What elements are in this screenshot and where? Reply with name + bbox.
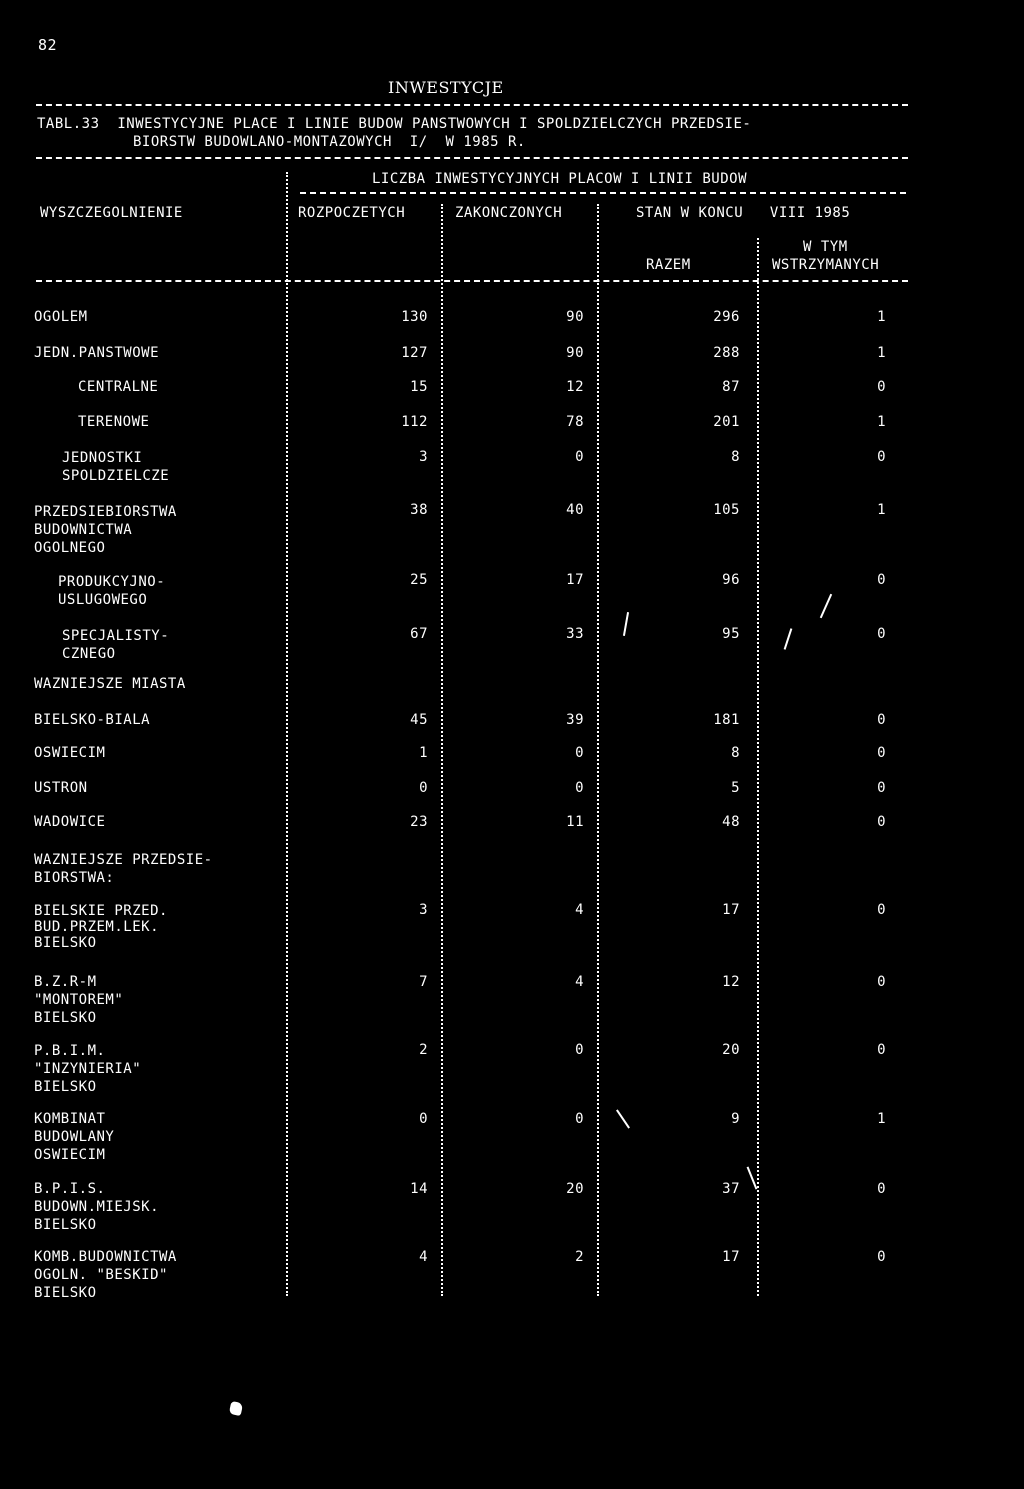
cell-finished: 2: [575, 1249, 584, 1265]
cell-total: 17: [722, 902, 740, 918]
cell-finished: 0: [575, 745, 584, 761]
cell-started: 67: [410, 626, 428, 642]
header-state: STAN W KONCU VIII 1985: [636, 205, 851, 221]
cell-started: 127: [401, 345, 428, 361]
cell-halted: 0: [877, 449, 886, 465]
cell-halted: 0: [877, 626, 886, 642]
cell-started: 1: [419, 745, 428, 761]
scan-mark: [747, 1166, 758, 1189]
row-label: CENTRALNE: [78, 379, 159, 395]
cell-halted: 1: [877, 345, 886, 361]
cell-halted: 0: [877, 1042, 886, 1058]
cell-halted: 0: [877, 1249, 886, 1265]
header-total: RAZEM: [646, 257, 691, 273]
cell-halted: 0: [877, 974, 886, 990]
cell-finished: 4: [575, 902, 584, 918]
rule-title: [36, 157, 908, 159]
cell-halted: 0: [877, 745, 886, 761]
row-label: SPECJALISTY- CZNEGO: [62, 628, 170, 662]
cell-finished: 0: [575, 780, 584, 796]
header-finished: ZAKONCZONYCH: [455, 205, 563, 221]
row-label: KOMB.BUDOWNICTWA OGOLN. "BESKID" BIELSKO: [34, 1249, 177, 1301]
section-heading: WAZNIEJSZE MIASTA: [34, 676, 186, 692]
row-label: BIELSKO-BIALA: [34, 712, 151, 728]
cell-total: 105: [713, 502, 740, 518]
row-label: JEDNOSTKI SPOLDZIELCZE: [62, 450, 170, 484]
cell-total: 95: [722, 626, 740, 642]
column-separator: [286, 172, 288, 1296]
cell-total: 296: [713, 309, 740, 325]
cell-finished: 4: [575, 974, 584, 990]
cell-halted: 1: [877, 414, 886, 430]
cell-halted: 1: [877, 502, 886, 518]
row-label: JEDN.PANSTWOWE: [34, 345, 160, 361]
cell-total: 20: [722, 1042, 740, 1058]
row-label: P.B.I.M. "INZYNIERIA" BIELSKO: [34, 1043, 142, 1095]
column-separator: [441, 204, 443, 1296]
cell-total: 8: [731, 745, 740, 761]
scan-mark: [784, 628, 793, 650]
cell-started: 2: [419, 1042, 428, 1058]
cell-finished: 12: [566, 379, 584, 395]
cell-started: 14: [410, 1181, 428, 1197]
cell-finished: 39: [566, 712, 584, 728]
row-label: TERENOWE: [78, 414, 150, 430]
cell-halted: 1: [877, 1111, 886, 1127]
rule-top: [36, 104, 908, 106]
cell-started: 3: [419, 902, 428, 918]
cell-total: 48: [722, 814, 740, 830]
cell-finished: 90: [566, 309, 584, 325]
cell-started: 38: [410, 502, 428, 518]
cell-started: 4: [419, 1249, 428, 1265]
header-halted-cont: WSTRZYMANYCH: [772, 257, 880, 273]
cell-halted: 0: [877, 712, 886, 728]
scan-mark: [623, 612, 629, 636]
cell-started: 25: [410, 572, 428, 588]
row-label: KOMBINAT BUDOWLANY OSWIECIM: [34, 1111, 115, 1163]
column-separator: [597, 204, 599, 1296]
cell-total: 5: [731, 780, 740, 796]
cell-halted: 0: [877, 379, 886, 395]
cell-halted: 0: [877, 1181, 886, 1197]
cell-total: 17: [722, 1249, 740, 1265]
cell-total: 8: [731, 449, 740, 465]
cell-started: 45: [410, 712, 428, 728]
cell-total: 9: [731, 1111, 740, 1127]
scan-mark: [820, 594, 832, 619]
cell-started: 3: [419, 449, 428, 465]
cell-finished: 0: [575, 1111, 584, 1127]
cell-started: 15: [410, 379, 428, 395]
row-label: WADOWICE: [34, 814, 106, 830]
cell-total: 96: [722, 572, 740, 588]
row-label: PRZEDSIEBIORSTWA BUDOWNICTWA OGOLNEGO: [34, 504, 177, 556]
row-label: B.P.I.S. BUDOWN.MIEJSK. BIELSKO: [34, 1181, 160, 1233]
cell-started: 130: [401, 309, 428, 325]
row-label: PRODUKCYJNO- USLUGOWEGO: [58, 574, 166, 608]
cell-finished: 33: [566, 626, 584, 642]
row-label: B.Z.R-M "MONTOREM" BIELSKO: [34, 974, 124, 1026]
page-heading: INWESTYCJE: [388, 78, 504, 97]
header-stub: WYSZCZEGOLNIENIE: [40, 205, 183, 221]
cell-finished: 17: [566, 572, 584, 588]
header-started: ROZPOCZETYCH: [298, 205, 406, 221]
row-label: OSWIECIM: [34, 745, 106, 761]
cell-halted: 1: [877, 309, 886, 325]
scan-mark: [616, 1109, 630, 1128]
cell-started: 0: [419, 1111, 428, 1127]
cell-finished: 0: [575, 1042, 584, 1058]
ink-blot: [229, 1401, 243, 1416]
cell-finished: 78: [566, 414, 584, 430]
cell-finished: 0: [575, 449, 584, 465]
cell-total: 288: [713, 345, 740, 361]
cell-started: 7: [419, 974, 428, 990]
cell-total: 181: [713, 712, 740, 728]
cell-total: 12: [722, 974, 740, 990]
table-title: TABL.33 INWESTYCYJNE PLACE I LINIE BUDOW PANSTWOWYCH I SPOLDZIELCZYCH PRZEDSIE-: [37, 116, 752, 132]
cell-started: 112: [401, 414, 428, 430]
table-title-cont: BIORSTW BUDOWLANO-MONTAZOWYCH I/ W 1985 R.: [133, 134, 526, 150]
cell-halted: 0: [877, 572, 886, 588]
cell-finished: 90: [566, 345, 584, 361]
rule-header: [36, 280, 908, 282]
row-label: OGOLEM: [34, 309, 88, 325]
page-number: 82: [38, 36, 58, 54]
row-label: BIELSKIE PRZED. BUD.PRZEM.LEK. BIELSKO: [34, 903, 168, 951]
header-halted: W TYM: [803, 239, 848, 255]
column-separator: [757, 238, 759, 1296]
row-label: USTRON: [34, 780, 88, 796]
cell-started: 0: [419, 780, 428, 796]
cell-halted: 0: [877, 902, 886, 918]
cell-finished: 40: [566, 502, 584, 518]
cell-finished: 20: [566, 1181, 584, 1197]
cell-total: 37: [722, 1181, 740, 1197]
rule-group: [300, 192, 906, 194]
section-heading: WAZNIEJSZE PRZEDSIE- BIORSTWA:: [34, 852, 213, 886]
header-group: LICZBA INWESTYCYJNYCH PLACOW I LINII BUDOW: [372, 171, 748, 187]
cell-total: 87: [722, 379, 740, 395]
cell-finished: 11: [566, 814, 584, 830]
cell-halted: 0: [877, 814, 886, 830]
cell-halted: 0: [877, 780, 886, 796]
cell-total: 201: [713, 414, 740, 430]
cell-started: 23: [410, 814, 428, 830]
